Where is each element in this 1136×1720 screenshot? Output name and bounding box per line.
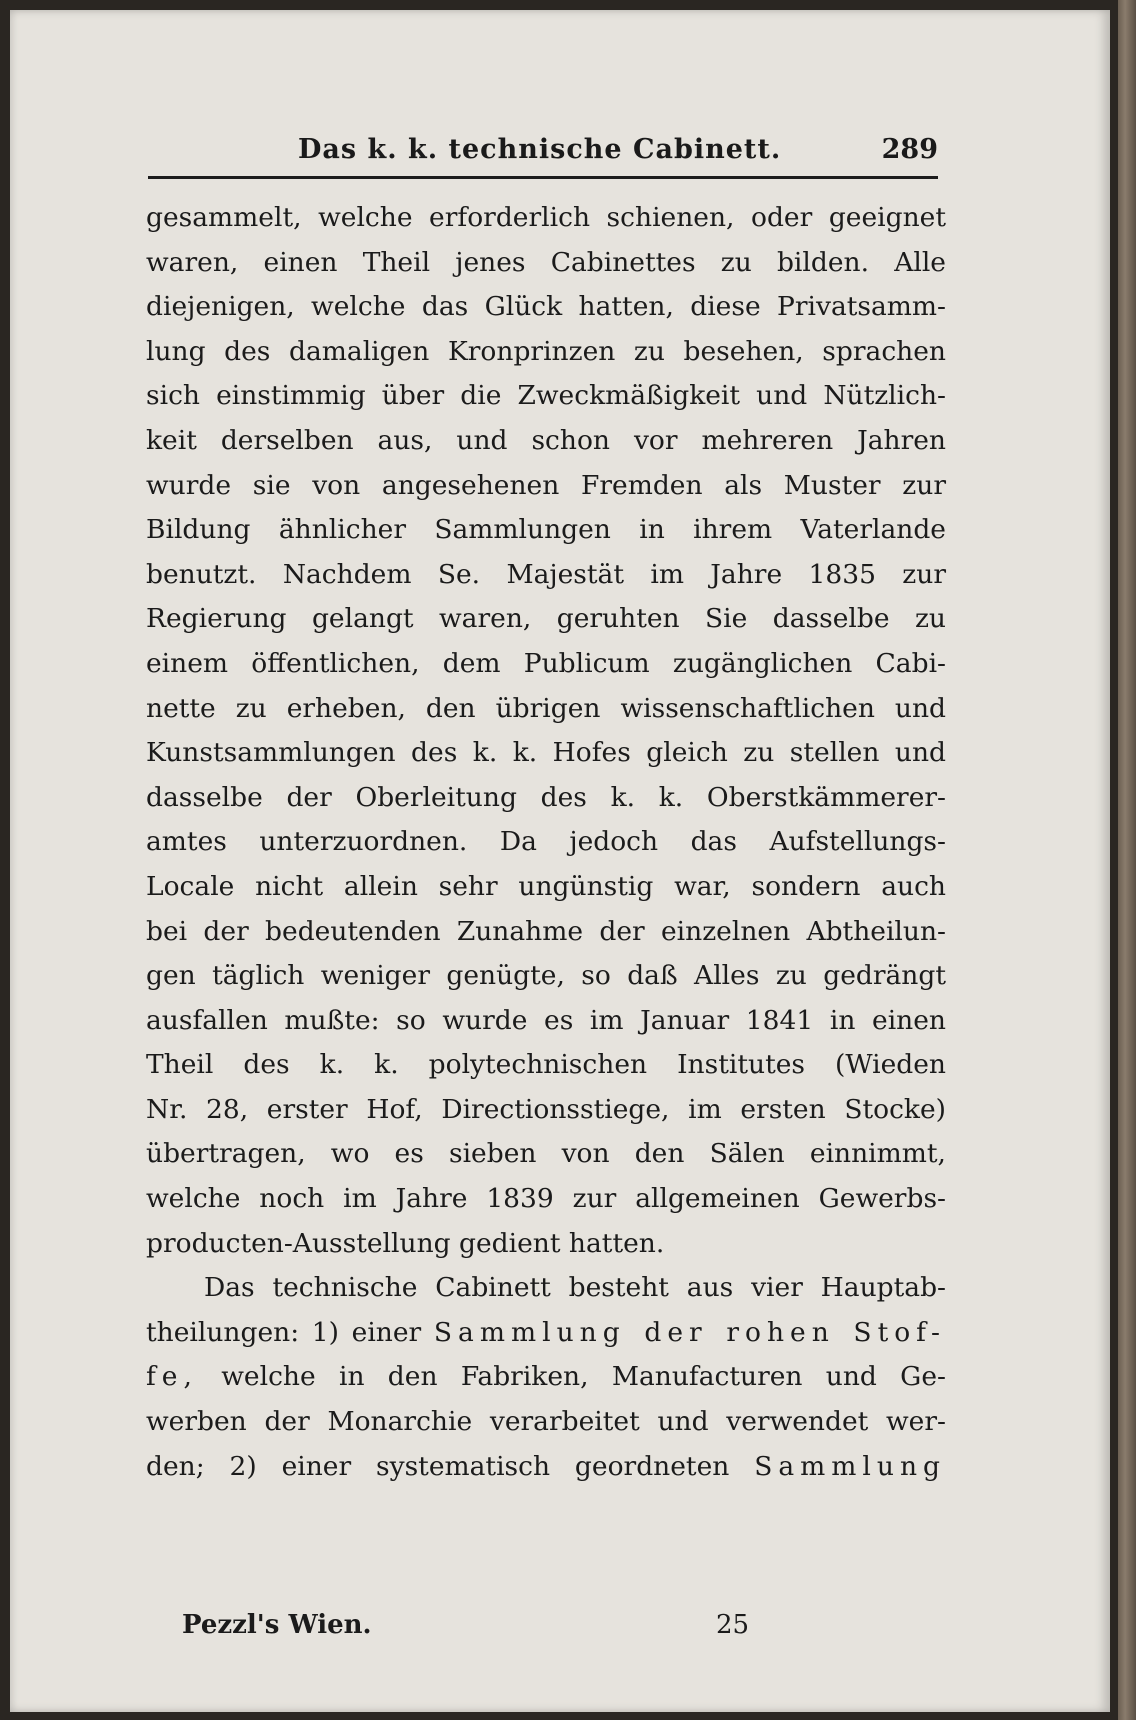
text-run: welche in den Fabriken, Manufacturen und Ge-	[221, 1361, 946, 1393]
text-line: benutzt. Nachdem Se. Majestät im Jahre 1835 zur	[146, 558, 946, 590]
text-line	[146, 1311, 946, 1356]
text-line: werben der Monarchie verarbeitet und verwendet wer-	[146, 1406, 946, 1438]
signature-label: Pezzl's Wien.	[182, 1610, 372, 1640]
text-line: lung des damaligen Kronprinzen zu besehen, sprachen	[146, 335, 946, 367]
spaced-emphasis: Sammlung	[754, 1450, 946, 1482]
paragraph-2-first-line: Das technische Cabinett besteht aus vier Hauptab-	[204, 1272, 946, 1304]
text-line: wurde sie von angesehenen Fremden als Muster zur	[146, 469, 946, 501]
spaced-emphasis: Sammlung der rohen Stof-	[433, 1316, 946, 1348]
text-line: Regierung gelangt waren, geruhten Sie dasselbe zu	[146, 603, 946, 635]
text-line: Locale nicht allein sehr ungünstig war, sondern auch	[146, 870, 946, 902]
signature-number: 25	[716, 1610, 750, 1640]
body-text	[146, 196, 946, 1489]
text-line	[146, 1355, 946, 1400]
text-line: bei der bedeutenden Zunahme der einzelnen Abtheilun-	[146, 915, 946, 947]
text-line: nette zu erheben, den übrigen wissenschaftlichen und	[146, 692, 946, 724]
text-line: Kunstsammlungen des k. k. Hofes gleich zu stellen und	[146, 737, 946, 769]
text-line: gesammelt, welche erforderlich schienen, oder geeignet	[146, 202, 946, 233]
text-line: ausfallen mußte: so wurde es im Januar 1841 in einen	[146, 1004, 946, 1036]
text-line: einem öffentlichen, dem Publicum zugänglichen Cabi-	[146, 647, 946, 679]
text-run: theilungen: 1) einer	[146, 1316, 422, 1348]
page-number: 289	[881, 134, 938, 165]
text-line: Theil des k. k. polytechnischen Institutes (Wieden	[146, 1049, 946, 1081]
book-edge	[1118, 0, 1136, 1720]
text-line: dasselbe der Oberleitung des k. k. Oberstkämmerer-	[146, 781, 946, 813]
text-line: keit derselben aus, und schon vor mehreren Jahren	[146, 424, 946, 456]
text-line: diejenigen, welche das Glück hatten, diese Privatsamm-	[146, 291, 946, 323]
page-footer	[182, 1610, 802, 1650]
text-line: waren, einen Theil jenes Cabinettes zu bilden. Alle	[146, 246, 946, 278]
text-line: welche noch im Jahre 1839 zur allgemeinen Gewerbs-	[146, 1183, 946, 1215]
text-line: amtes unterzuordnen. Da jedoch das Aufstellungs-	[146, 826, 946, 858]
text-line: Nr. 28, erster Hof, Directionsstiege, im ersten Stocke)	[146, 1093, 946, 1125]
text-line: gen täglich weniger genügte, so daß Alles zu gedrängt	[146, 960, 946, 992]
running-header	[148, 128, 938, 179]
running-title: Das k. k. technische Cabinett.	[298, 134, 782, 165]
text-line-paragraph-end: producten-Ausstellung gedient hatten.	[146, 1227, 665, 1259]
text-line: sich einstimmig über die Zweckmäßigkeit und Nützlich-	[146, 380, 946, 412]
book-page	[10, 10, 1110, 1712]
text-line: Bildung ähnlicher Sammlungen in ihrem Vaterlande	[146, 514, 946, 546]
text-line: übertragen, wo es sieben von den Sälen einnimmt,	[146, 1138, 946, 1170]
spaced-emphasis: fe,	[146, 1361, 198, 1393]
text-run: den; 2) einer systematisch geordneten	[146, 1450, 730, 1482]
text-line	[146, 1445, 946, 1490]
